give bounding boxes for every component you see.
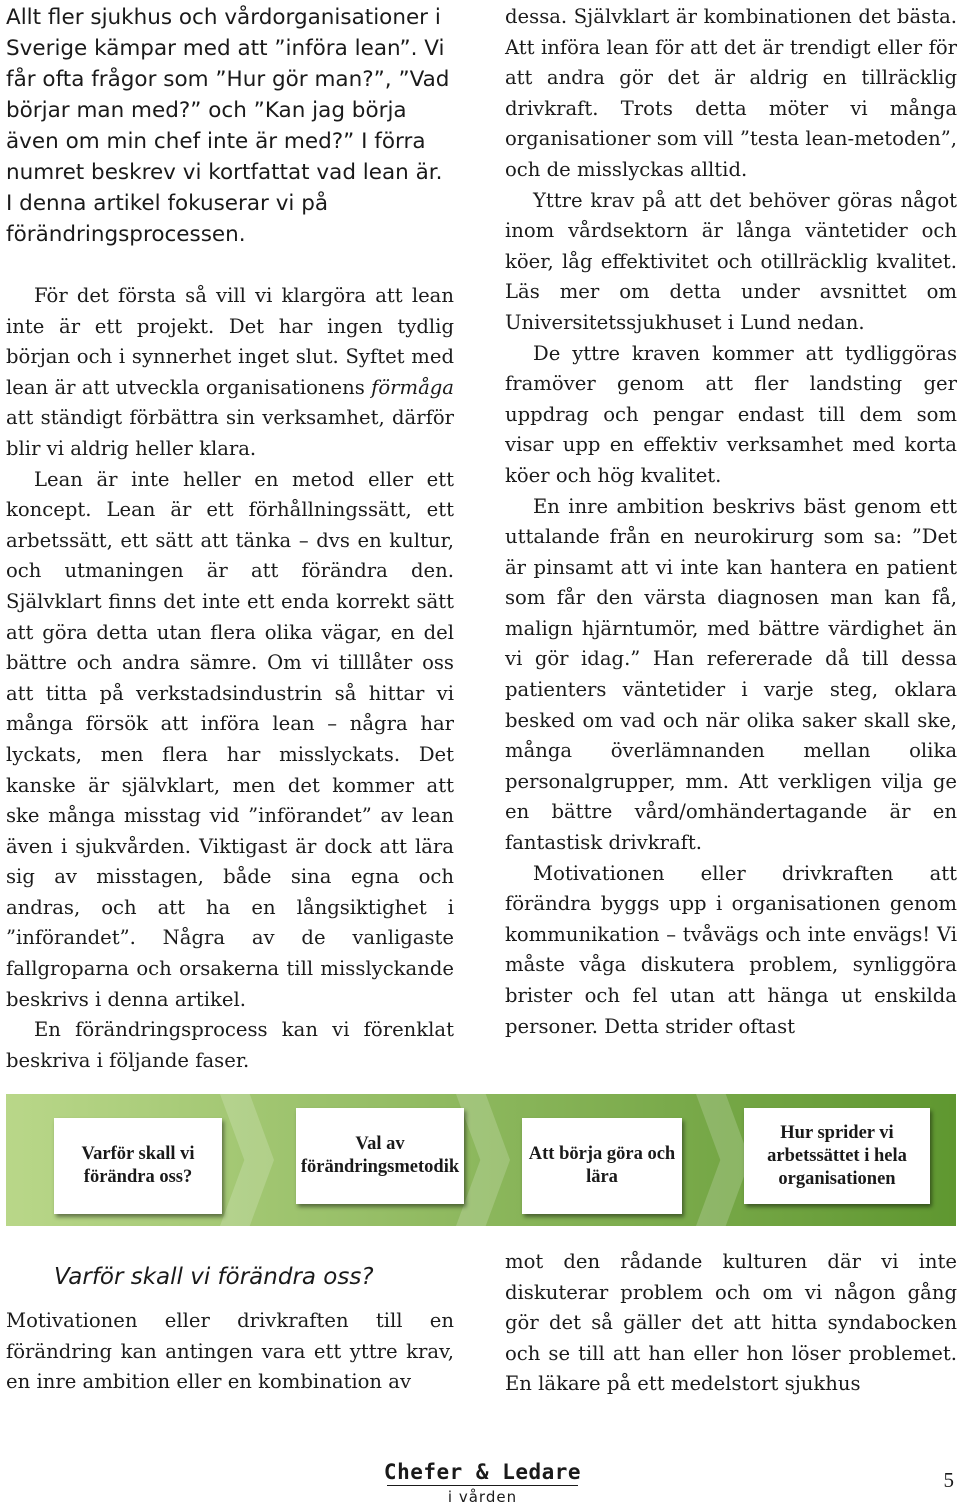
section-heading: Varför skall vi förändra oss? [54,1264,374,1290]
lower-right-column [505,1247,957,1400]
phase-box-method [296,1108,464,1204]
body-paragraph: Yttre krav på att det behöver göras något inom vårdsektorn är långa väntetider och köer, låg effektivitet och otillräcklig kvalitet. Läs mer om detta under avsnittet om Universitetssjukhuset i Lund nedan. [505,188,957,334]
body-paragraph: En förändringsprocess kan vi förenklat beskriva i följande faser. [6,1018,454,1072]
lower-left-column [6,1262,454,1398]
chevron-right-icon [220,1094,274,1226]
body-paragraph: Motivationen eller drivkraften till en förändring kan antingen vara ett yttre krav, en inre ambition eller en kombination av [6,1309,454,1394]
chevron-right-icon [456,1094,510,1226]
right-column [505,2,957,1042]
phase-label: Att börja göra och lära [528,1144,676,1187]
phase-label: Varför skall vi förändra oss? [81,1144,195,1187]
phase-box-spread [744,1108,930,1204]
magazine-brand [375,1460,590,1506]
body-paragraph [6,281,454,465]
left-column [6,2,454,1076]
page-number: 5 [943,1468,954,1492]
body-paragraph: De yttre kraven kommer att tydliggöras framöver genom att fler landsting ger uppdrag och pengar endast till dem som visar upp en effektiv verksamhet med korta köer och hög kvalitet. [505,341,957,487]
chevron-right-icon [696,1094,750,1226]
body-paragraph: Motivationen eller drivkraften att förändra byggs upp i organisationen genom kommunikation – tvåvägs och inte envägs! Vi måste våga diskutera problem, synliggöra brister och fel utan att hänga ut enskilda personer. Detta strider oftast [505,861,957,1038]
phase-label: Val av förändringsmetodik [300,1134,460,1177]
phase-box-why-change [54,1118,222,1214]
article-intro: Allt fler sjukhus och vårdorganisationer i Sverige kämpar med att ”införa lean”. Vi får ofta frågor som ”Hur gör man?”, ”Vad börjar man med?” och ”Kan jag börja även om min chef inte är med?” I förra numret beskrev vi kortfattat vad lean är. I denna artikel fokuserar vi på förändringsprocessen. [6,5,450,247]
brand-subtitle: i vården [447,1488,518,1506]
body-paragraph: dessa. Självklart är kombinationen det bästa. Att införa lean för att det är trendigt eller för att andra gör det är aldrig en tillräcklig drivkraft. Trots detta möter vi många organisationer som vill ”testa lean-metoden”, och de misslyckas alltid. [505,5,957,181]
brand-divider [387,1485,578,1486]
body-paragraph: Lean är inte heller en metod eller ett koncept. Lean är ett förhållningssätt, ett arbetssätt, ett sätt att tänka – dvs en kultur, och utmaningen är att förändra den. Självklart finns det inte ett enda korrekt sätt att göra detta utan flera olika vägar, en del bättre och andra sämre. Om vi tilllåter oss att titta på verkstadsindustrin så hittar vi många försök att införa lean – några har lyckats, men flera har misslyckats. Det kanske är självklart, men det kommer att ske många misstag vid ”införandet” av lean även i sjukvården. Viktigast är dock att lära sig av misstagen, både sina egna och andras, och att ha en långsiktighet i ”införandet”. Några av de vanligaste fallgroparna och orsakerna till misslyckande beskrivs i denna artikel. [6,467,454,1011]
brand-title: Chefer & Ledare [383,1460,582,1484]
body-paragraph: En inre ambition beskrivs bäst genom ett uttalande från en neurokirurg som sa: ”Det är pinsamt att vi inte kan hantera en patient som får den värsta diagnosen man kan få, malign hjärntumör, med bättre värdighet än vi gör idag.” Han refererade då till dessa patienters väntetider i varje steg, oklara besked om vad och när olika saker skall ske, många överlämnanden mellan olika personalgrupper, mm. Att verkligen vilja ge en bättre vård/omhändertagande är en fantastisk drivkraft. [505,494,957,855]
phase-box-start-doing [522,1118,682,1214]
phase-label: Hur sprider vi arbetssättet i hela organisationen [767,1122,907,1189]
body-text: att ständigt förbättra sin verksamhet, därför blir vi aldrig heller klara. [6,406,454,460]
body-text: För det första så vill vi klargöra att lean inte är ett projekt. Det har ingen tydlig början och i synnerhet inget slut. Syftet med lean är att utveckla organisationens [6,284,454,399]
process-banner [6,1094,956,1226]
body-paragraph: mot den rådande kulturen där vi inte diskuterar problem och om vi någon gång gör det så gäller det att hitta syndabocken och se till att han eller hon löser problemet. En läkare på ett medelstort sjukhus [505,1250,957,1396]
emphasis-text: förmåga [371,375,454,399]
